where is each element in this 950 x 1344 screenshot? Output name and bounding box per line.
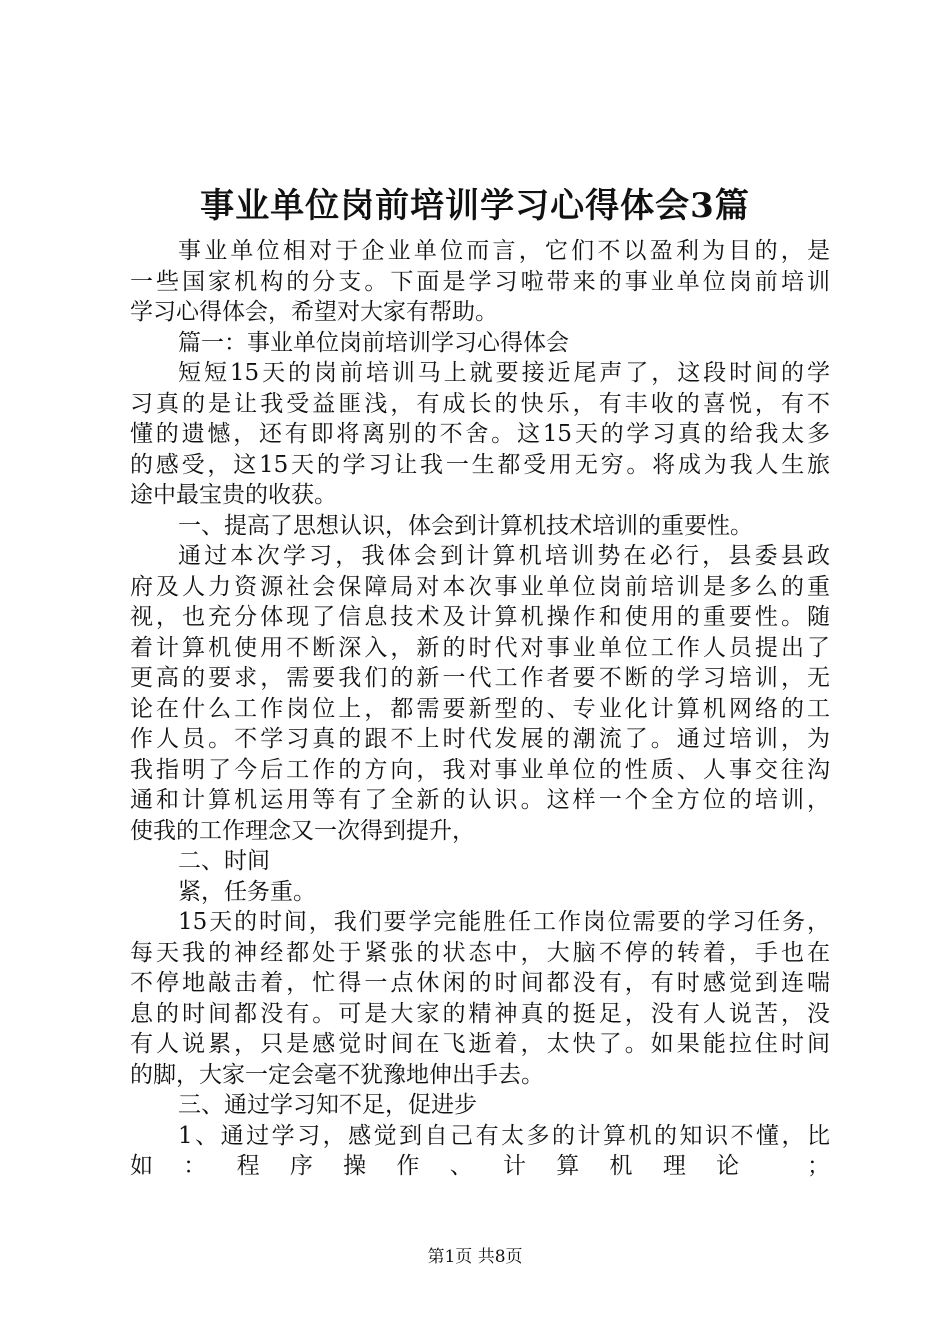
page-number: 第1页 共8页: [427, 1247, 523, 1267]
document-title: 事业单位岗前培训学习心得体会3篇: [200, 186, 750, 226]
paragraph-line: 短短15天的岗前培训马上就要接近尾声了，这段时间的学: [178, 360, 830, 386]
section-heading: 三、通过学习知不足，促进步: [178, 1092, 477, 1118]
paragraph-line: 有人说累，只是感觉时间在飞逝着，太快了。如果能拉住时间: [130, 1031, 830, 1057]
section-heading: 篇一：事业单位岗前培训学习心得体会: [178, 329, 569, 356]
paragraph-line: 每天我的神经都处于紧张的状态中，大脑不停的转着，手也在: [130, 939, 830, 966]
paragraph-line: 1、通过学习，感觉到自己有太多的计算机的知识不懂，比: [178, 1122, 830, 1149]
paragraph-line: 我指明了今后工作的方向，我对事业单位的性质、人事交往沟: [130, 756, 830, 783]
paragraph-line: 懂的遗憾，还有即将离别的不舍。这15天的学习真的给我太多: [130, 421, 830, 447]
paragraph-line: 作人员。不学习真的跟不上时代发展的潮流了。通过培训，为: [130, 726, 830, 752]
paragraph-line: 事业单位相对于企业单位而言，它们不以盈利为目的，是: [178, 238, 830, 264]
section-heading: 一、提高了思想认识，体会到计算机技术培训的重要性。: [178, 512, 753, 539]
paragraph-line: 通和计算机运用等有了全新的认识。这样一个全方位的培训，: [130, 787, 830, 813]
section-heading: 二、时间: [178, 848, 270, 874]
paragraph-line: 15天的时间，我们要学完能胜任工作岗位需要的学习任务，: [178, 909, 830, 935]
paragraph-line: 通过本次学习，我体会到计算机培训势在必行，县委县政: [178, 543, 830, 569]
paragraph-line: 不停地敲击着，忙得一点休闲的时间都没有，有时感觉到连喘: [130, 970, 830, 996]
paragraph-line: 一些国家机构的分支。下面是学习啦带来的事业单位岗前培训: [130, 268, 830, 295]
paragraph-line: 学习心得体会，希望对大家有帮助。: [130, 299, 498, 325]
paragraph-line: 紧，任务重。: [178, 878, 316, 905]
paragraph-line: 的脚，大家一定会毫不犹豫地伸出手去。: [130, 1061, 544, 1088]
paragraph-line: 着计算机使用不断深入，新的时代对事业单位工作人员提出了: [130, 634, 830, 661]
paragraph-line: 更高的要求，需要我们的新一代工作者要不断的学习培训，无: [130, 665, 830, 691]
paragraph-line: 如：程序操作、计算机理论 ；: [130, 1153, 830, 1179]
paragraph-line: 使我的工作理念又一次得到提升，: [130, 817, 475, 844]
paragraph-line: 府及人力资源社会保障局对本次事业单位岗前培训是多么的重: [130, 573, 830, 600]
paragraph-line: 习真的是让我受益匪浅，有成长的快乐，有丰收的喜悦，有不: [130, 390, 830, 417]
paragraph-line: 论在什么工作岗位上，都需要新型的、专业化计算机网络的工: [130, 695, 830, 722]
paragraph-line: 视，也充分体现了信息技术及计算机操作和使用的重要性。随: [130, 604, 830, 630]
paragraph-line: 息的时间都没有。可是大家的精神真的挺足，没有人说苦，没: [130, 1000, 830, 1027]
paragraph-line: 的感受，这15天的学习让我一生都受用无穷。将成为我人生旅: [130, 451, 830, 478]
document-body: [130, 236, 830, 1182]
paragraph-line: 途中最宝贵的收获。: [130, 482, 337, 508]
